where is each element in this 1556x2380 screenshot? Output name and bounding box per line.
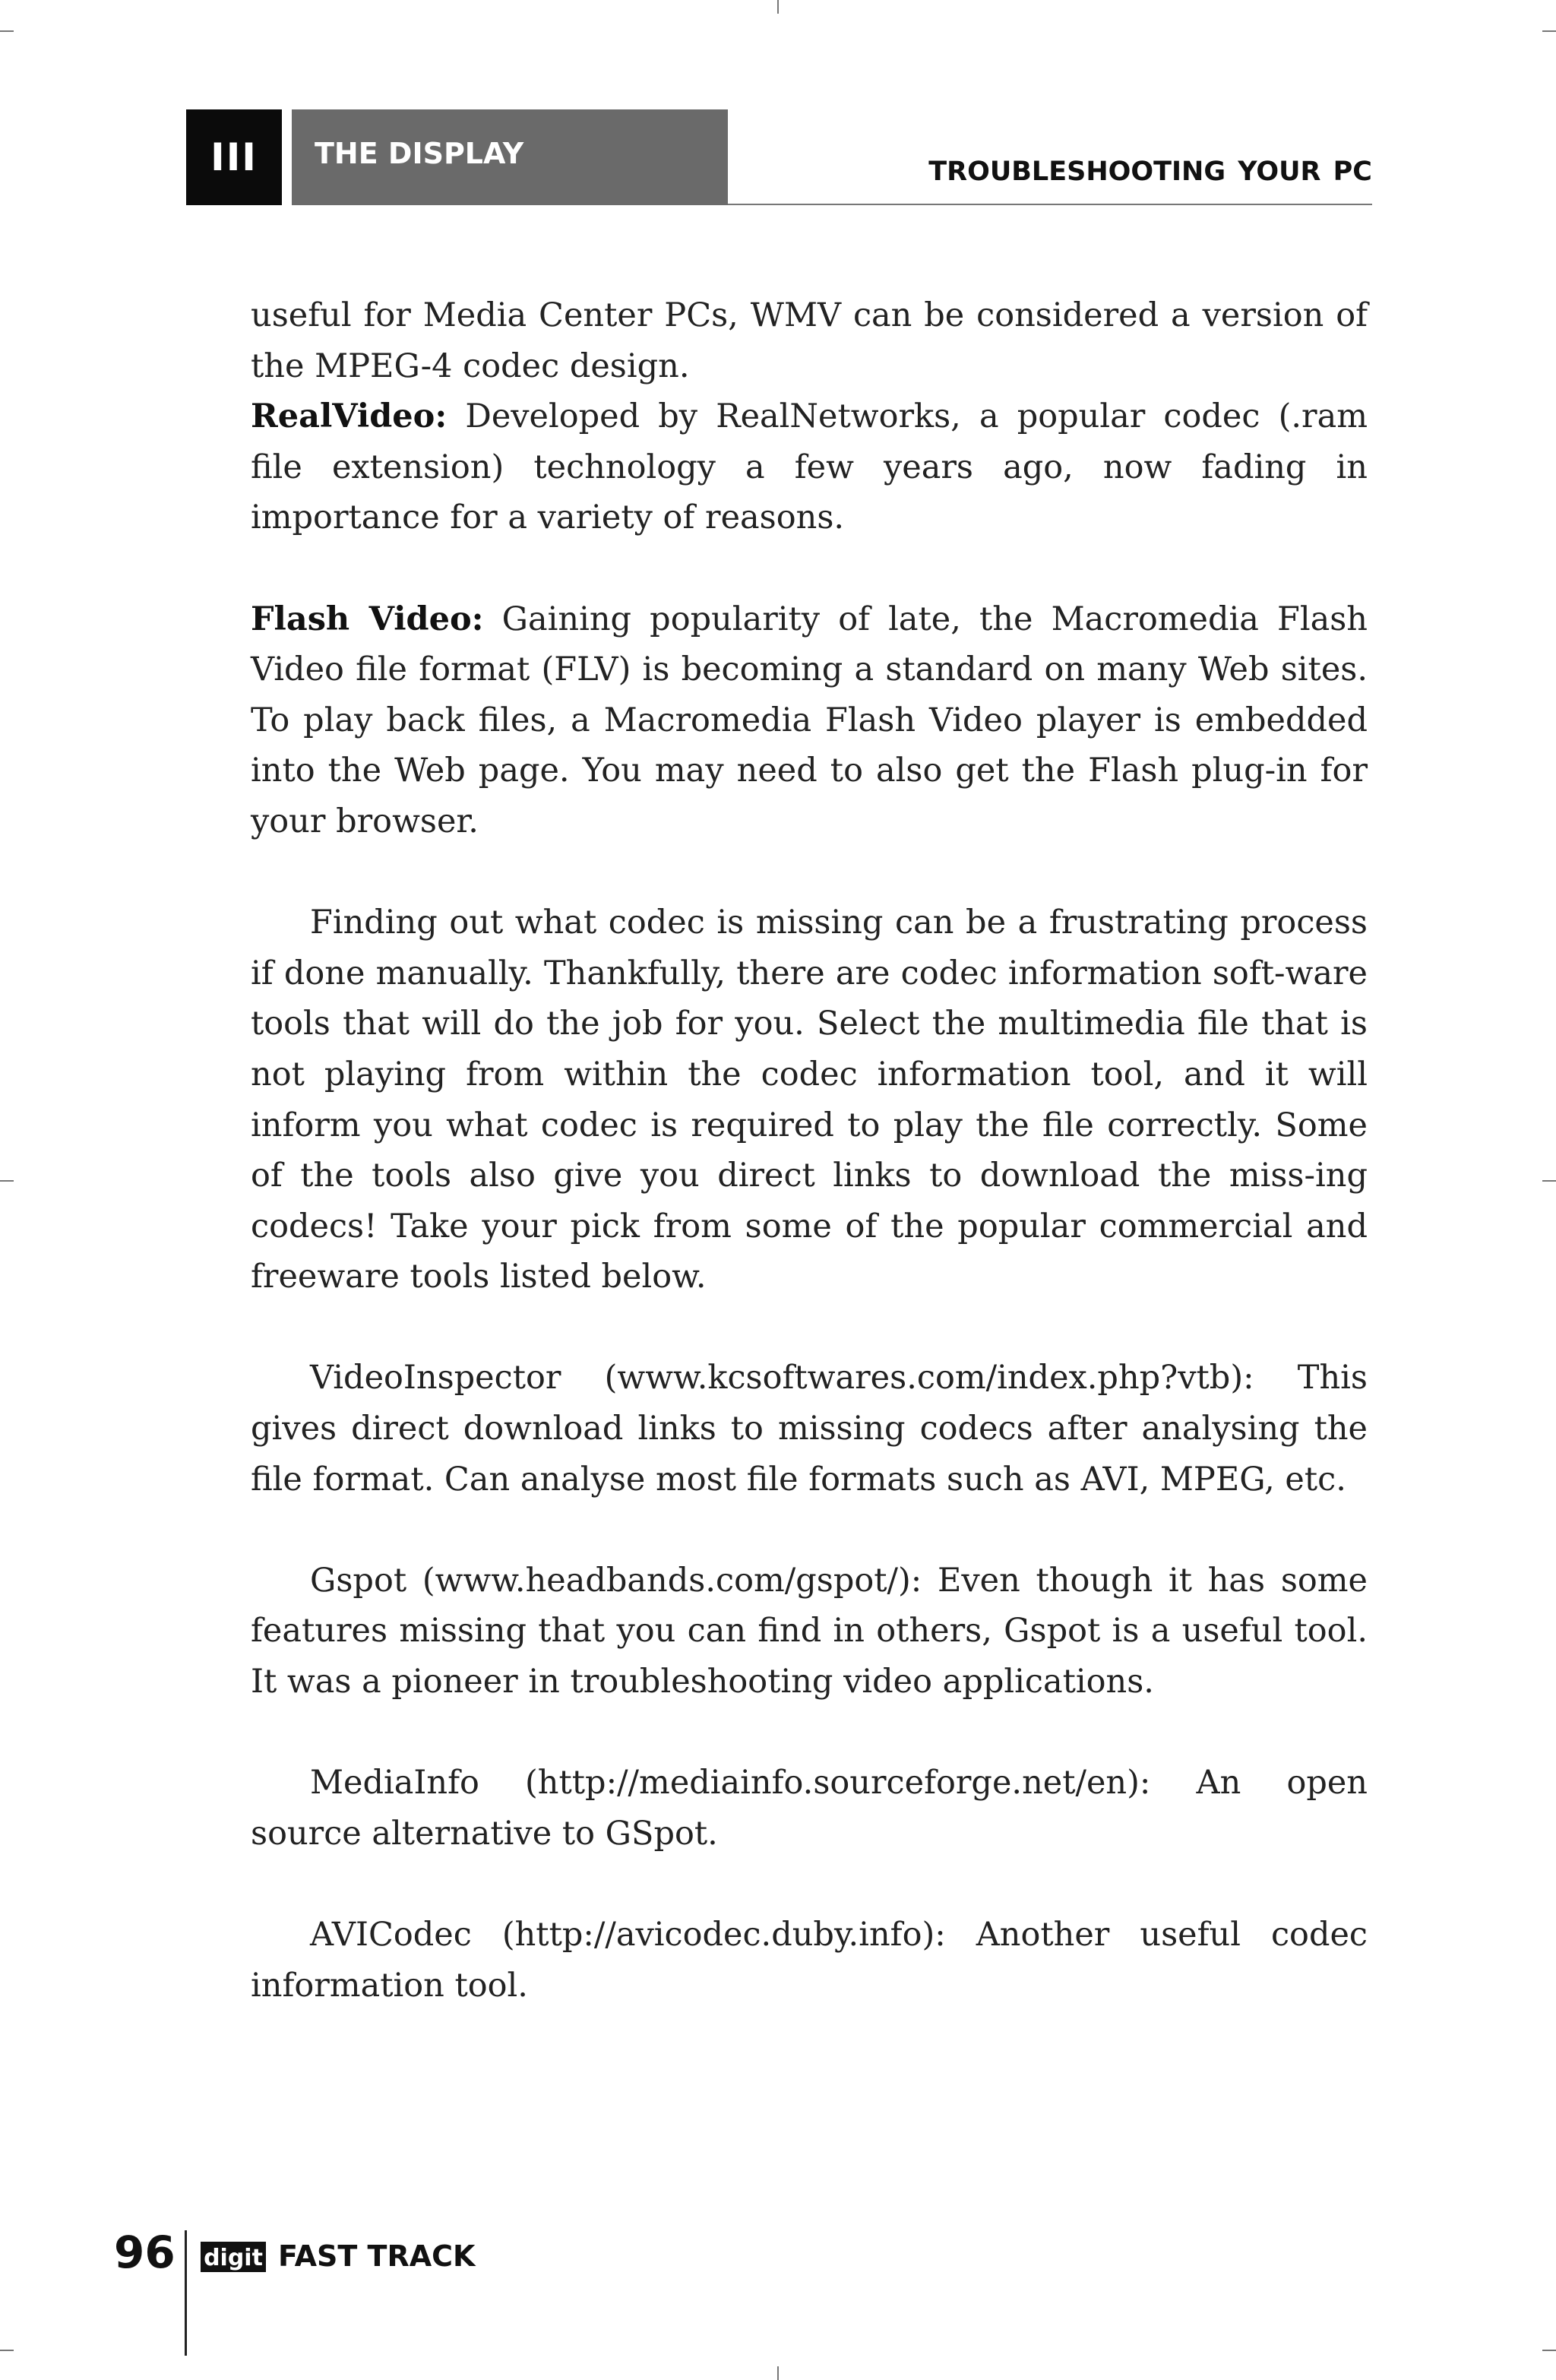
crop-mark [0,1180,14,1182]
flash-video-description: Gaining popularity of late, the Macromedia Flash Video file format (FLV) is becoming a standard on many Web sites. To play back files, a Macromedia Flash Video player is embedded into the Web page. You may need to also get the Flash plug-in for your browser. [251,600,1368,840]
brand-name: FAST TRACK [278,2239,476,2273]
footer-rule [185,2230,187,2356]
page-number: 96 [114,2227,176,2278]
crop-mark [1542,1180,1556,1182]
term-realvideo: RealVideo: [251,397,448,436]
realvideo-description: Developed by RealNetworks, a popular codec (.ram file extension) technology a few years ago, now fading in importance for a variety of reasons. [251,397,1368,537]
crop-mark [0,30,14,32]
paragraph-videoinspector: VideoInspector (www.kcsoftwares.com/index.php?vtb): This gives direct download links to missing codecs after analysing the file format. Can analyse most file formats such as AVI, MPEG, etc. [251,1359,1368,1499]
running-head: TROUBLESHOOTING YOUR PC [928,157,1372,187]
header-rule [728,204,1372,205]
crop-mark [1542,30,1556,32]
term-flash-video: Flash Video: [251,600,484,638]
paragraph: useful for Media Center PCs, WMV can be considered a version of the MPEG-4 codec design. [251,296,1368,385]
crop-mark [0,2350,14,2351]
paragraph-realvideo [251,391,1368,543]
logo-text: digit [204,2245,263,2271]
paragraph-avicodec: AVICodec (http://avicodec.duby.info): Another useful codec information tool. [251,1916,1368,2005]
digit-logo [201,2242,266,2272]
crop-mark [777,2366,779,2380]
chapter-title: THE DISPLAY [292,109,728,205]
crop-mark [777,0,779,14]
chapter-number: III [186,109,282,205]
body-text [251,290,1368,2011]
paragraph-flash-video [251,594,1368,847]
crop-mark [1542,2350,1556,2351]
paragraph-gspot: Gspot (www.headbands.com/gspot/): Even though it has some features missing that you can find in others, Gspot is a useful tool. It was a pioneer in troubleshooting video applications. [251,1561,1368,1701]
paragraph-mediainfo: MediaInfo (http://mediainfo.sourceforge.net/en): An open source alternative to GSpot. [251,1764,1368,1853]
paragraph: Finding out what codec is missing can be a frustrating process if done manually. Thankfully, there are codec information soft-ware tools that will do the job for you. Select the multimedia file that is not playing from within the codec information tool, and it will inform you what codec is required to play the file correctly. Some of the tools also give you direct links to download the miss-ing codecs! Take your pick from some of the popular commercial and freeware tools listed below. [251,904,1368,1296]
